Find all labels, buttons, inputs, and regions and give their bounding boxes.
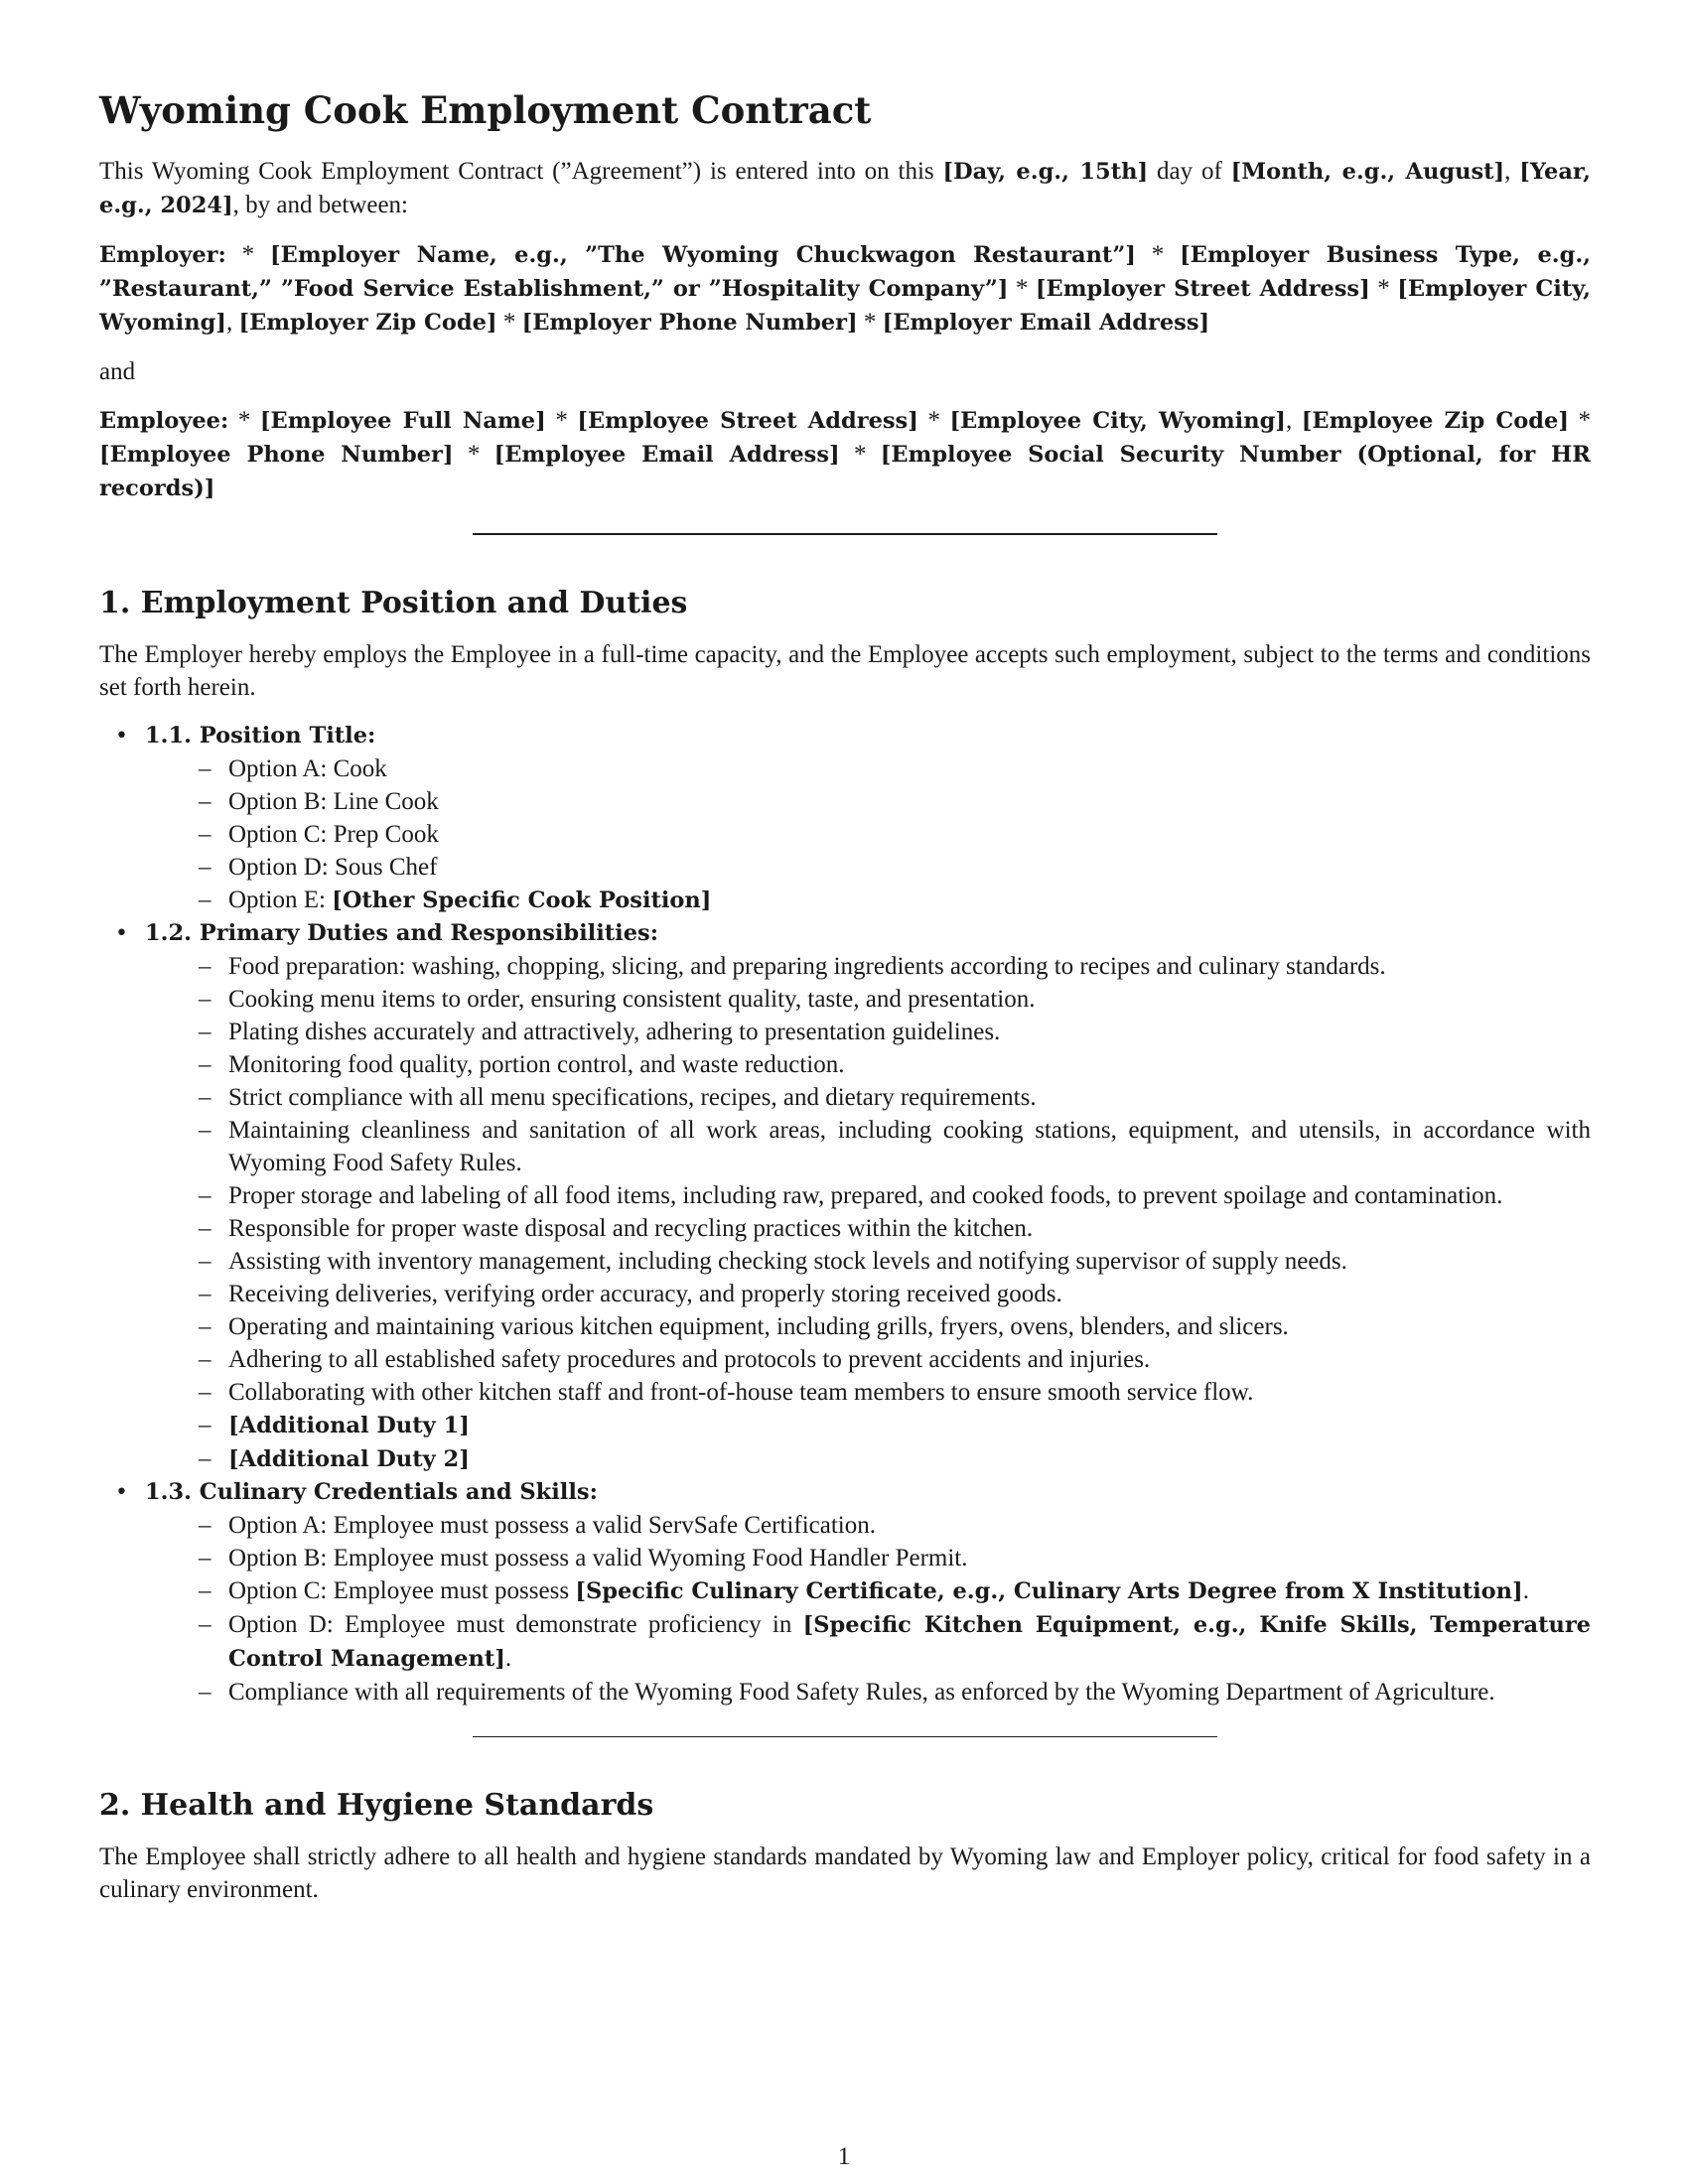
section-1-intro: The Employer hereby employs the Employee in a full-time capacity, and the Employee accepts such employment, subject to the terms and conditions set forth herein. — [99, 641, 1591, 701]
option-placeholder: [Specific Kitchen Equipment, e.g., Knife Skills, Temperature Control Management] — [228, 1612, 1591, 1672]
subsection-1-3 — [145, 1476, 1591, 1708]
list-item: – Operating and maintaining various kitchen equipment, including grills, fryers, ovens, blenders, and slicers. — [228, 1310, 1591, 1343]
separator: * — [228, 407, 260, 434]
section-2-intro: The Employee shall strictly adhere to all health and hygiene standards mandated by Wyoming law and Employer policy, critical for food safety in a culinary environment. — [99, 1843, 1591, 1903]
intro-text: This Wyoming Cook Employment Contract (”Agreement”) is entered into on this — [99, 158, 943, 185]
employee-zip: [Employee Zip Code] — [1301, 408, 1569, 434]
separator: * — [1135, 241, 1181, 268]
section-1-list — [99, 720, 1591, 1708]
separator: * — [496, 309, 522, 336]
duties-list — [145, 950, 1591, 1476]
separator: * — [1369, 275, 1398, 302]
separator: * — [1008, 275, 1036, 302]
separator: * — [857, 309, 883, 336]
list-item: – Maintaining cleanliness and sanitation of all work areas, including cooking stations, equipment, and utensils, in accordance with Wyoming Food Safety Rules. — [228, 1114, 1591, 1179]
list-item: – Strict compliance with all menu specifications, recipes, and dietary requirements. — [228, 1081, 1591, 1114]
separator: * — [839, 441, 881, 468]
list-item: – Option B: Employee must possess a valid Wyoming Food Handler Permit. — [228, 1542, 1591, 1574]
duty-placeholder: [Additional Duty 1] — [228, 1413, 470, 1438]
employer-email: [Employer Email Address] — [882, 310, 1210, 336]
intro-text: day of — [1148, 158, 1231, 185]
employee-label: Employee: — [99, 408, 229, 434]
separator: * — [453, 441, 494, 468]
list-item — [228, 1442, 1591, 1476]
list-item: – Receiving deliveries, verifying order accuracy, and properly storing received goods. — [228, 1278, 1591, 1310]
list-item: – Compliance with all requirements of the Wyoming Food Safety Rules, as enforced by the Wyoming Department of Agriculture. — [228, 1676, 1591, 1708]
employee-phone: [Employee Phone Number] — [99, 442, 454, 468]
document-title: Wyoming Cook Employment Contract — [99, 88, 872, 132]
list-item — [228, 1409, 1591, 1442]
employee-name: [Employee Full Name] — [259, 408, 546, 434]
list-item: – Option D: Sous Chef — [228, 851, 1591, 884]
horizontal-divider — [473, 533, 1217, 535]
comma: , — [1285, 407, 1302, 434]
employee-email: [Employee Email Address] — [493, 442, 840, 468]
document-page — [99, 87, 1591, 1922]
separator: * — [545, 407, 578, 434]
option-prefix: Option E: — [228, 887, 333, 913]
section-2-heading: 2. Health and Hygiene Standards — [99, 1788, 654, 1823]
employer-block — [99, 238, 1591, 340]
option-prefix: Option C: Employee must possess — [228, 1577, 576, 1604]
credentials-list — [145, 1509, 1591, 1708]
employee-block — [99, 404, 1591, 505]
employer-street: [Employer Street Address] — [1035, 276, 1370, 302]
list-item: – Proper storage and labeling of all food items, including raw, prepared, and cooked foods, to prevent spoilage and contamination. — [228, 1179, 1591, 1212]
and-text: and — [99, 358, 136, 385]
intro-text: , — [1504, 158, 1520, 185]
list-item: – Monitoring food quality, portion control, and waste reduction. — [228, 1048, 1591, 1081]
option-placeholder: [Specific Culinary Certificate, e.g., Culinary Arts Degree from X Institution] — [575, 1578, 1523, 1604]
subsection-1-1 — [145, 720, 1591, 917]
period: . — [504, 1645, 512, 1672]
intro-text: , by and between: — [232, 192, 408, 218]
period: . — [1522, 1577, 1529, 1604]
employee-street: [Employee Street Address] — [577, 408, 918, 434]
employer-name: [Employer Name, e.g., ”The Wyoming Chuckwagon Restaurant”] — [270, 242, 1136, 268]
horizontal-divider — [473, 1736, 1217, 1737]
list-item — [228, 1574, 1591, 1608]
list-item: – Collaborating with other kitchen staff and front-of-house team members to ensure smooth service flow. — [228, 1376, 1591, 1409]
list-item: – Option A: Employee must possess a valid ServSafe Certification. — [228, 1509, 1591, 1542]
list-item: – Option A: Cook — [228, 752, 1591, 785]
section-1-heading: 1. Employment Position and Duties — [99, 586, 688, 620]
option-placeholder: [Other Specific Cook Position] — [332, 887, 712, 913]
list-item: – Cooking menu items to order, ensuring consistent quality, taste, and presentation. — [228, 983, 1591, 1016]
subsection-1-3-heading: • 1.3. Culinary Credentials and Skills: — [145, 1479, 598, 1505]
employer-city: [Employer City, Wyoming] — [99, 276, 1591, 336]
employee-city: [Employee City, Wyoming] — [949, 408, 1286, 434]
list-item — [228, 884, 1591, 917]
list-item: – Food preparation: washing, chopping, slicing, and preparing ingredients according to recipes and culinary standards. — [228, 950, 1591, 983]
list-item — [228, 1608, 1591, 1676]
duty-placeholder: [Additional Duty 2] — [228, 1446, 470, 1472]
employee-ssn: [Employee Social Security Number (Optional, for HR records)] — [99, 442, 1591, 501]
page-number: 1 — [837, 2143, 851, 2170]
intro-paragraph — [99, 155, 1591, 222]
list-item: – Option C: Prep Cook — [228, 818, 1591, 851]
subsection-1-2-heading: • 1.2. Primary Duties and Responsibilities: — [145, 920, 659, 946]
day-placeholder: [Day, e.g., 15th] — [942, 159, 1149, 185]
position-options — [145, 752, 1591, 917]
month-placeholder: [Month, e.g., August] — [1230, 159, 1505, 185]
comma: , — [225, 309, 239, 336]
employer-label: Employer: — [99, 242, 226, 268]
option-prefix: Option D: Employee must demonstrate proficiency in — [228, 1611, 803, 1638]
employer-zip: [Employer Zip Code] — [238, 310, 497, 336]
employer-business-type: [Employer Business Type, e.g., ”Restaurant,” ”Food Service Establishment,” or ”Hospitality Company”] — [99, 242, 1592, 302]
subsection-1-2 — [145, 917, 1591, 1476]
list-item: – Assisting with inventory management, including checking stock levels and notifying supervisor of supply needs. — [228, 1245, 1591, 1278]
list-item: – Adhering to all established safety procedures and protocols to prevent accidents and injuries. — [228, 1343, 1591, 1376]
list-item: – Responsible for proper waste disposal and recycling practices within the kitchen. — [228, 1212, 1591, 1245]
separator: * — [917, 407, 950, 434]
subsection-1-1-heading: • 1.1. Position Title: — [145, 723, 376, 749]
separator: * — [225, 241, 271, 268]
employer-phone: [Employer Phone Number] — [521, 310, 858, 336]
year-placeholder: [Year, e.g., 2024] — [99, 159, 1591, 218]
list-item: – Option B: Line Cook — [228, 785, 1591, 818]
list-item: – Plating dishes accurately and attractively, adhering to presentation guidelines. — [228, 1016, 1591, 1048]
separator: * — [1568, 407, 1592, 434]
